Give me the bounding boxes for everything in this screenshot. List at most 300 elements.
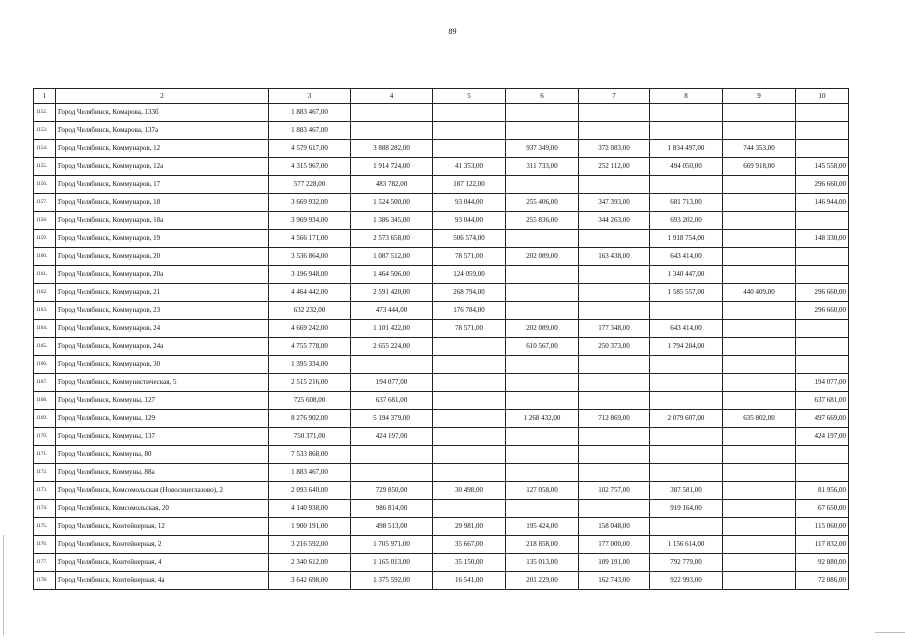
address-cell: Город Челябинск, Коммунаров, 18а [56,212,269,230]
amount-cell-col6: 202 089,00 [506,248,579,266]
amount-cell-col10: 296 660,00 [796,302,849,320]
row-number-cell: 1156. [34,176,56,194]
amount-cell-col7: 347 393,00 [579,194,650,212]
amount-cell-col10: 117 832,00 [796,536,849,554]
row-number-cell: 1153. [34,122,56,140]
amount-cell-col7 [579,266,650,284]
row-number-cell: 1176. [34,536,56,554]
amount-cell-col6 [506,302,579,320]
table-row [34,482,849,500]
amount-cell-col7: 344 263,00 [579,212,650,230]
table-row [34,158,849,176]
amount-cell-col9 [723,374,796,392]
amount-cell-col4: 2 573 658,00 [351,230,433,248]
address-cell: Город Челябинск, Коммунаров, 21 [56,284,269,302]
amount-cell-col8 [650,446,723,464]
amount-cell-col9 [723,482,796,500]
page-number: 89 [448,27,457,36]
amount-cell-col10 [796,248,849,266]
address-cell: Город Челябинск, Контейнерная, 2 [56,536,269,554]
amount-cell-col5 [433,410,506,428]
amount-cell-col6 [506,464,579,482]
amount-cell-col5: 187 122,00 [433,176,506,194]
amount-cell-col8: 919 164,00 [650,500,723,518]
table-row [34,194,849,212]
row-number-cell: 1177. [34,554,56,572]
amount-cell-col5: 93 044,00 [433,212,506,230]
amount-cell-col10: 81 956,00 [796,482,849,500]
amount-cell-col9 [723,230,796,248]
amount-cell-col3: 4 755 778,00 [269,338,351,356]
amount-cell-col5 [433,356,506,374]
amount-cell-col4: 473 444,00 [351,302,433,320]
column-header-7: 7 [579,89,650,104]
address-cell: Город Челябинск, Контейнерная, 4 [56,554,269,572]
row-number-cell: 1165. [34,338,56,356]
row-number-cell: 1173. [34,482,56,500]
row-number-cell: 1152. [34,104,56,122]
amount-cell-col5: 41 353,00 [433,158,506,176]
amount-cell-col5: 35 667,00 [433,536,506,554]
amount-cell-col9 [723,446,796,464]
amount-cell-col9 [723,338,796,356]
row-number-cell: 1178. [34,572,56,590]
amount-cell-col7: 250 373,00 [579,338,650,356]
row-number-cell: 1172. [34,464,56,482]
amount-cell-col6 [506,284,579,302]
amount-cell-col5 [433,428,506,446]
amount-cell-col5: 35 150,00 [433,554,506,572]
row-number-cell: 1158. [34,212,56,230]
table-row [34,230,849,248]
table-row [34,284,849,302]
amount-cell-col8: 1 794 284,00 [650,338,723,356]
amount-cell-col4: 986 814,00 [351,500,433,518]
column-header-4: 4 [351,89,433,104]
amount-cell-col8: 2 079 607,00 [650,410,723,428]
amount-cell-col6: 255 836,00 [506,212,579,230]
amount-cell-col6: 127 058,00 [506,482,579,500]
address-cell: Город Челябинск, Комарова, 133б [56,104,269,122]
amount-cell-col10 [796,338,849,356]
amount-cell-col8: 643 414,00 [650,248,723,266]
amount-cell-col5 [433,374,506,392]
amount-cell-col6: 255 406,00 [506,194,579,212]
amount-cell-col9 [723,428,796,446]
amount-cell-col8: 1 585 557,00 [650,284,723,302]
amount-cell-col9 [723,212,796,230]
scan-mark-bottom [875,632,905,633]
amount-cell-col7 [579,302,650,320]
amount-cell-col8: 1 340 447,00 [650,266,723,284]
row-number-cell: 1154. [34,140,56,158]
amount-cell-col4: 1 087 512,00 [351,248,433,266]
table-row [34,518,849,536]
table-row [34,122,849,140]
amount-cell-col8 [650,428,723,446]
amount-cell-col3: 7 533 868,00 [269,446,351,464]
amount-cell-col9: 744 353,00 [723,140,796,158]
amount-cell-col3: 3 642 698,00 [269,572,351,590]
table-row [34,104,849,122]
amount-cell-col4: 1 705 971,00 [351,536,433,554]
amount-cell-col4 [351,464,433,482]
row-number-cell: 1169. [34,410,56,428]
amount-cell-col5 [433,104,506,122]
address-cell: Город Челябинск, Коммунаров, 23 [56,302,269,320]
amount-cell-col10: 92 880,00 [796,554,849,572]
amount-cell-col6 [506,230,579,248]
amount-cell-col3: 4 566 171,00 [269,230,351,248]
address-cell: Город Челябинск, Коммунаров, 17 [56,176,269,194]
amount-cell-col6: 937 349,00 [506,140,579,158]
amount-cell-col6: 135 013,00 [506,554,579,572]
amount-cell-col4: 3 888 282,00 [351,140,433,158]
amount-cell-col4 [351,122,433,140]
amount-cell-col10: 296 660,00 [796,176,849,194]
table-row [34,572,849,590]
amount-cell-col3: 1 900 191,00 [269,518,351,536]
scan-mark-left [3,535,4,635]
amount-cell-col5: 176 784,00 [433,302,506,320]
amount-cell-col6 [506,104,579,122]
amount-cell-col7: 372 083,00 [579,140,650,158]
amount-cell-col5: 78 571,00 [433,320,506,338]
amount-cell-col8 [650,356,723,374]
table-row [34,536,849,554]
amount-cell-col6: 218 858,00 [506,536,579,554]
amount-cell-col10: 145 558,00 [796,158,849,176]
amount-cell-col10: 146 944,00 [796,194,849,212]
amount-cell-col6 [506,356,579,374]
table-row [34,428,849,446]
amount-cell-col4: 1 914 724,00 [351,158,433,176]
amount-cell-col6: 195 424,00 [506,518,579,536]
amount-cell-col5: 506 574,00 [433,230,506,248]
amount-cell-col3: 3 536 864,00 [269,248,351,266]
row-number-cell: 1164. [34,320,56,338]
amount-cell-col7: 158 048,00 [579,518,650,536]
amount-cell-col5 [433,464,506,482]
amount-cell-col9: 440 409,00 [723,284,796,302]
amount-cell-col3: 725 608,00 [269,392,351,410]
table-row [34,392,849,410]
amount-cell-col10: 424 197,00 [796,428,849,446]
amount-cell-col6: 201 229,00 [506,572,579,590]
amount-cell-col5 [433,140,506,158]
column-header-3: 3 [269,89,351,104]
data-table [33,88,849,590]
amount-cell-col7 [579,428,650,446]
table-row [34,500,849,518]
address-cell: Город Челябинск, Комсомольская (Новосинеглазово), 2 [56,482,269,500]
amount-cell-col8: 1 834 497,00 [650,140,723,158]
table-row [34,464,849,482]
amount-cell-col8: 643 414,00 [650,320,723,338]
amount-cell-col5 [433,122,506,140]
amount-cell-col8: 792 779,00 [650,554,723,572]
amount-cell-col8: 693 202,00 [650,212,723,230]
row-number-cell: 1155. [34,158,56,176]
amount-cell-col9 [723,104,796,122]
amount-cell-col3: 4 464 442,00 [269,284,351,302]
amount-cell-col3: 1 883 467,00 [269,122,351,140]
amount-cell-col3: 577 228,00 [269,176,351,194]
amount-cell-col8 [650,176,723,194]
table-row [34,320,849,338]
address-cell: Город Челябинск, Коммунаров, 24а [56,338,269,356]
amount-cell-col7: 102 757,00 [579,482,650,500]
address-cell: Город Челябинск, Коммуны, 137 [56,428,269,446]
amount-cell-col3: 632 232,00 [269,302,351,320]
amount-cell-col9 [723,518,796,536]
amount-cell-col4: 1 165 013,00 [351,554,433,572]
amount-cell-col4: 5 194 379,00 [351,410,433,428]
address-cell: Город Челябинск, Контейнерная, 12 [56,518,269,536]
amount-cell-col5 [433,338,506,356]
column-header-2: 2 [56,89,269,104]
address-cell: Город Челябинск, Коммуны, 80 [56,446,269,464]
amount-cell-col9 [723,302,796,320]
amount-cell-col7 [579,176,650,194]
address-cell: Город Челябинск, Контейнерная, 4а [56,572,269,590]
amount-cell-col4 [351,446,433,464]
amount-cell-col9 [723,536,796,554]
table-body [34,104,849,590]
amount-cell-col10: 296 660,00 [796,284,849,302]
table-row [34,554,849,572]
amount-cell-col5: 124 059,00 [433,266,506,284]
column-header-9: 9 [723,89,796,104]
amount-cell-col6 [506,392,579,410]
amount-cell-col8 [650,464,723,482]
amount-cell-col10: 637 681,00 [796,392,849,410]
amount-cell-col10 [796,446,849,464]
amount-cell-col7 [579,464,650,482]
amount-cell-col8 [650,392,723,410]
amount-cell-col7: 252 112,00 [579,158,650,176]
column-header-1: 1 [34,89,56,104]
table-row [34,410,849,428]
amount-cell-col7 [579,374,650,392]
amount-cell-col5: 78 571,00 [433,248,506,266]
amount-cell-col3: 750 371,00 [269,428,351,446]
address-cell: Город Челябинск, Коммунаров, 20 [56,248,269,266]
row-number-cell: 1163. [34,302,56,320]
amount-cell-col8: 922 993,00 [650,572,723,590]
table-row [34,374,849,392]
amount-cell-col8 [650,122,723,140]
address-cell: Город Челябинск, Комарова, 137а [56,122,269,140]
address-cell: Город Челябинск, Коммунаров, 19 [56,230,269,248]
amount-cell-col7: 177 348,00 [579,320,650,338]
amount-cell-col7 [579,446,650,464]
amount-cell-col10: 194 077,00 [796,374,849,392]
amount-cell-col3: 3 216 592,00 [269,536,351,554]
amount-cell-col3: 4 140 938,00 [269,500,351,518]
table-row [34,302,849,320]
row-number-cell: 1162. [34,284,56,302]
row-number-cell: 1174. [34,500,56,518]
amount-cell-col3: 8 276 902,00 [269,410,351,428]
amount-cell-col10 [796,356,849,374]
amount-cell-col3: 1 883 467,00 [269,104,351,122]
amount-cell-col10 [796,140,849,158]
address-cell: Город Челябинск, Коммуны, 129 [56,410,269,428]
amount-cell-col9 [723,572,796,590]
amount-cell-col9 [723,248,796,266]
amount-cell-col10 [796,122,849,140]
amount-cell-col3: 2 340 612,00 [269,554,351,572]
row-number-cell: 1157. [34,194,56,212]
amount-cell-col8: 681 713,00 [650,194,723,212]
amount-cell-col10: 72 086,00 [796,572,849,590]
amount-cell-col3: 2 515 216,00 [269,374,351,392]
amount-cell-col7 [579,122,650,140]
row-number-cell: 1168. [34,392,56,410]
amount-cell-col9 [723,320,796,338]
address-cell: Город Челябинск, Коммуны, 88а [56,464,269,482]
amount-cell-col7: 712 869,00 [579,410,650,428]
amount-cell-col6 [506,266,579,284]
amount-cell-col9 [723,122,796,140]
column-header-10: 10 [796,89,849,104]
amount-cell-col5: 29 981,00 [433,518,506,536]
table-row [34,176,849,194]
table-row [34,446,849,464]
address-cell: Город Челябинск, Коммунаров, 12 [56,140,269,158]
amount-cell-col10: 497 669,00 [796,410,849,428]
address-cell: Город Челябинск, Коммунаров, 30 [56,356,269,374]
row-number-cell: 1161. [34,266,56,284]
amount-cell-col4: 1 375 592,00 [351,572,433,590]
amount-cell-col7 [579,392,650,410]
amount-cell-col10 [796,464,849,482]
amount-cell-col6 [506,122,579,140]
address-cell: Город Челябинск, Коммунаров, 24 [56,320,269,338]
amount-cell-col3: 1 395 334,00 [269,356,351,374]
amount-cell-col3: 3 969 934,00 [269,212,351,230]
amount-cell-col10: 115 060,00 [796,518,849,536]
amount-cell-col8: 1 156 614,00 [650,536,723,554]
amount-cell-col9 [723,194,796,212]
row-number-cell: 1159. [34,230,56,248]
row-number-cell: 1166. [34,356,56,374]
amount-cell-col4: 729 850,00 [351,482,433,500]
amount-cell-col9 [723,500,796,518]
amount-cell-col4: 1 386 345,00 [351,212,433,230]
amount-cell-col6: 610 567,00 [506,338,579,356]
amount-cell-col4 [351,356,433,374]
address-cell: Город Челябинск, Коммунаров, 12а [56,158,269,176]
amount-cell-col9 [723,266,796,284]
address-cell: Город Челябинск, Коммунаров, 20а [56,266,269,284]
column-header-8: 8 [650,89,723,104]
amount-cell-col10 [796,104,849,122]
amount-cell-col8: 1 918 754,00 [650,230,723,248]
amount-cell-col5: 30 498,00 [433,482,506,500]
amount-cell-col6 [506,374,579,392]
amount-cell-col8: 387 581,00 [650,482,723,500]
amount-cell-col3: 4 579 617,00 [269,140,351,158]
amount-cell-col4: 424 197,00 [351,428,433,446]
amount-cell-col10: 67 650,00 [796,500,849,518]
table-row [34,266,849,284]
amount-cell-col10 [796,320,849,338]
amount-cell-col3: 1 883 467,00 [269,464,351,482]
table-row [34,338,849,356]
amount-cell-col9 [723,554,796,572]
amount-cell-col4: 2 655 224,00 [351,338,433,356]
amount-cell-col9: 669 918,00 [723,158,796,176]
amount-cell-col6 [506,428,579,446]
amount-cell-col6 [506,500,579,518]
amount-cell-col7: 177 000,00 [579,536,650,554]
amount-cell-col10 [796,212,849,230]
amount-cell-col4: 1 464 506,00 [351,266,433,284]
amount-cell-col9 [723,464,796,482]
amount-cell-col7 [579,500,650,518]
column-header-5: 5 [433,89,506,104]
table-row [34,212,849,230]
amount-cell-col7 [579,284,650,302]
row-number-cell: 1160. [34,248,56,266]
address-cell: Город Челябинск, Коммуны, 127 [56,392,269,410]
amount-cell-col7: 163 438,00 [579,248,650,266]
amount-cell-col8 [650,302,723,320]
amount-cell-col5: 268 794,00 [433,284,506,302]
amount-cell-col5 [433,500,506,518]
amount-cell-col10: 148 330,00 [796,230,849,248]
table-row [34,140,849,158]
amount-cell-col4: 498 513,00 [351,518,433,536]
amount-cell-col7 [579,230,650,248]
amount-cell-col5 [433,446,506,464]
amount-cell-col6: 202 089,00 [506,320,579,338]
amount-cell-col8 [650,104,723,122]
table-header-row [34,89,849,104]
amount-cell-col6: 1 268 432,00 [506,410,579,428]
amount-cell-col5 [433,392,506,410]
amount-cell-col4: 1 101 422,00 [351,320,433,338]
address-cell: Город Челябинск, Коммунаров, 18 [56,194,269,212]
address-cell: Город Челябинск, Комсомольская, 20 [56,500,269,518]
column-header-6: 6 [506,89,579,104]
row-number-cell: 1167. [34,374,56,392]
amount-cell-col4: 637 681,00 [351,392,433,410]
amount-cell-col4: 194 077,00 [351,374,433,392]
address-cell: Город Челябинск, Коммунистическая, 5 [56,374,269,392]
table-row [34,248,849,266]
amount-cell-col7: 109 191,00 [579,554,650,572]
amount-cell-col4: 2 591 420,00 [351,284,433,302]
amount-cell-col4 [351,104,433,122]
row-number-cell: 1175. [34,518,56,536]
amount-cell-col5: 16 541,00 [433,572,506,590]
amount-cell-col6: 311 733,00 [506,158,579,176]
amount-cell-col6 [506,446,579,464]
amount-cell-col9 [723,356,796,374]
amount-cell-col8 [650,518,723,536]
amount-cell-col9 [723,176,796,194]
amount-cell-col3: 3 669 932,00 [269,194,351,212]
amount-cell-col8: 494 050,00 [650,158,723,176]
amount-cell-col7 [579,104,650,122]
amount-cell-col7 [579,356,650,374]
amount-cell-col3: 2 093 640,00 [269,482,351,500]
amount-cell-col9 [723,392,796,410]
amount-cell-col7: 162 743,00 [579,572,650,590]
